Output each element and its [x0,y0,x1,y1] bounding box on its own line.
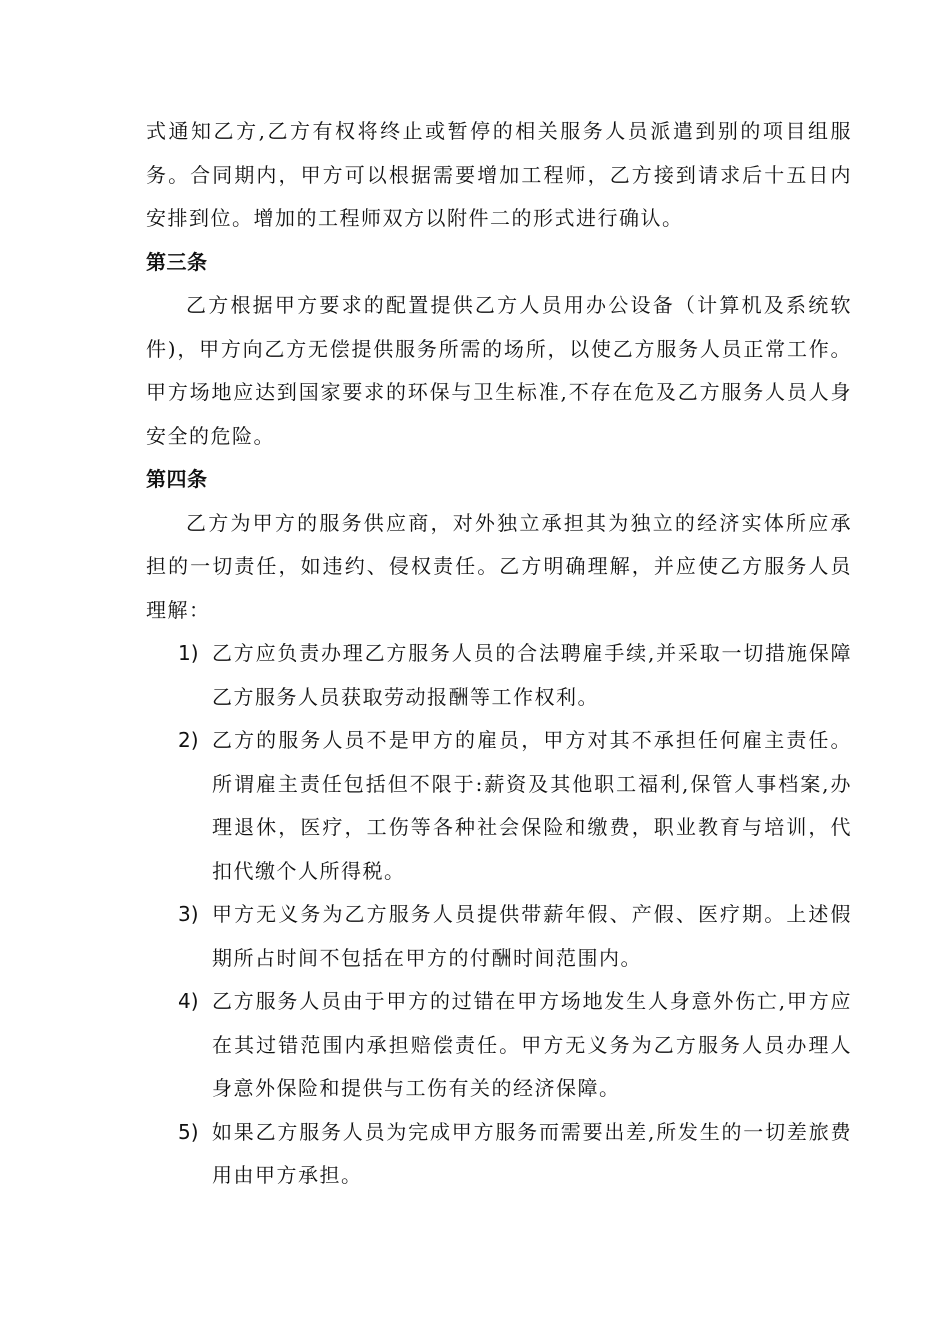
list-item-text: 甲方无义务为乙方服务人员提供带薪年假、产假、医疗期。上述假期所占时间不包括在甲方的付酬时间范围内。 [212,902,852,970]
list-item-text: 如果乙方服务人员为完成甲方服务而需要出差,所发生的一切差旅费用由甲方承担。 [212,1119,852,1187]
list-item [146,980,852,1111]
article-3-paragraph: 乙方根据甲方要求的配置提供乙方人员用办公设备（计算机及系统软件)，甲方向乙方无偿提供服务所需的场所，以使乙方服务人员正常工作。甲方场地应达到国家要求的环保与卫生标准,不存在危及乙方服务人员人身安全的危险。 [146,293,852,448]
list-item-number: 5) [178,1119,199,1144]
list-item-text: 乙方服务人员由于甲方的过错在甲方场地发生人身意外伤亡,甲方应在其过错范围内承担赔偿责任。甲方无义务为乙方服务人员办理人身意外保险和提供与工伤有关的经济保障。 [212,989,852,1100]
article-4-paragraph: 乙方为甲方的服务供应商，对外独立承担其为独立的经济实体所应承担的一切责任，如违约、侵权责任。乙方明确理解，并应使乙方服务人员理解： [146,510,852,622]
list-item-number: 1) [178,641,199,665]
continuation-paragraph: 式通知乙方,乙方有权将终止或暂停的相关服务人员派遣到别的项目组服务。合同期内，甲方可以根据需要增加工程师，乙方接到请求后十五日内安排到位。增加的工程师双方以附件二的形式进行确认。 [146,119,852,230]
section-heading-article-3: 第三条 [146,249,208,274]
section-heading-article-4: 第四条 [146,467,208,491]
document-body [146,110,852,1198]
list-item-text: 乙方的服务人员不是甲方的雇员，甲方对其不承担任何雇主责任。所谓雇主责任包括但不限于:薪资及其他职工福利,保管人事档案,办理退休，医疗，工伤等各种社会保险和缴费，职业教育与培训，代扣代缴个人所得税。 [212,728,852,883]
article-4-list [146,632,852,1198]
list-item [146,719,852,893]
list-item [146,632,852,719]
list-item-number: 2) [178,728,199,752]
list-item-number: 4) [178,989,199,1013]
list-item-text: 乙方应负责办理乙方服务人员的合法聘雇手续,并采取一切措施保障乙方服务人员获取劳动报酬等工作权利。 [212,641,852,709]
list-item [146,893,852,980]
list-item [146,1111,852,1198]
list-item-number: 3) [178,902,199,926]
